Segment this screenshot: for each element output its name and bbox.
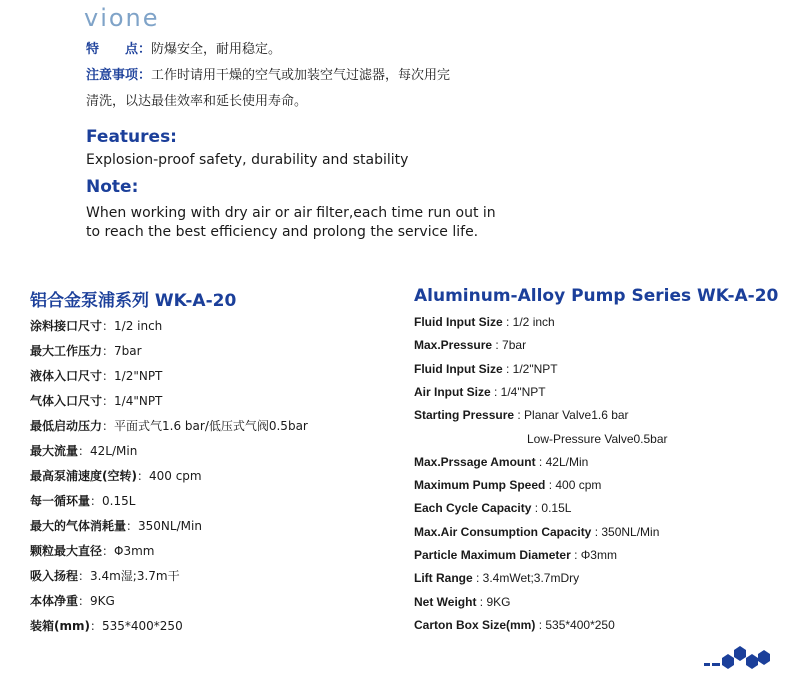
spec-value: ：42L/Min [78, 444, 138, 458]
spec-key: Fluid Input Size [414, 361, 503, 376]
spec-key: Max.Air Consumption Capacity [414, 524, 592, 539]
en-note-text-2: to reach the best efficiency and prolong the service life. [86, 224, 479, 240]
spec-value: ：535*400*250 [89, 619, 183, 633]
spec-value: : Φ3mm [570, 548, 617, 562]
cn-spec-row [30, 442, 137, 459]
spec-value: ：0.15L [90, 494, 136, 508]
cn-spec-row [30, 567, 180, 584]
spec-value: : 535*400*250 [535, 617, 615, 632]
spec-value: ：1/4"NPT [102, 394, 163, 408]
spec-value: : 1/2 inch [502, 315, 555, 329]
spec-key: 最低启动压力 [30, 419, 103, 433]
spec-value: ：1/2"NPT [102, 369, 163, 383]
cn-features-label: 特 点： [86, 42, 152, 57]
spec-key: 颗粒最大直径 [30, 544, 103, 558]
cn-spec-row [30, 467, 202, 484]
en-spec-row [414, 501, 571, 515]
corner-logo-icon [700, 640, 780, 670]
spec-value: ：3.4m湿;3.7m干 [78, 569, 180, 583]
spec-key: Starting Pressure [414, 408, 515, 423]
en-spec-row [414, 338, 526, 352]
spec-value: : Planar Valve1.6 bar [514, 408, 629, 423]
en-spec-row [414, 595, 510, 609]
en-spec-row [414, 385, 546, 399]
cn-spec-row [30, 367, 162, 384]
spec-key: 气体入口尺寸 [30, 394, 103, 408]
cn-note-text-1: 工作时请用干燥的空气或加装空气过滤器，每次用完 [151, 68, 451, 83]
cn-note-line-2 [86, 90, 307, 109]
en-note-text-1: When working with dry air or air filter,each time run out in [86, 205, 496, 221]
en-spec-row [414, 455, 588, 469]
cn-spec-row [30, 617, 183, 634]
spec-key: Each Cycle Capacity [414, 501, 532, 516]
spec-key: 最大的气体消耗量 [30, 519, 127, 533]
en-spec-row [414, 548, 617, 562]
cn-spec-row [30, 342, 142, 359]
cn-spec-row [30, 492, 135, 509]
en-note-heading: Note: [86, 177, 139, 197]
spec-value: Low-Pressure Valve0.5bar [527, 431, 668, 446]
cn-note-text-2: 清洗，以达最佳效率和延长使用寿命。 [86, 94, 308, 109]
spec-key: 最高泵浦速度(空转) [30, 469, 137, 483]
cn-features-line [86, 38, 281, 57]
en-spec-row [527, 432, 668, 446]
spec-key: 每一循环量 [30, 494, 91, 508]
spec-key: 最大工作压力 [30, 344, 103, 358]
cn-spec-row [30, 542, 154, 559]
spec-value: : 350NL/Min [591, 524, 660, 539]
spec-value: : 42L/Min [535, 454, 589, 469]
en-spec-row [414, 618, 615, 632]
spec-key: Air Input Size [414, 384, 491, 399]
spec-key: Maximum Pump Speed [414, 478, 546, 493]
spec-key: 液体入口尺寸 [30, 369, 103, 383]
cn-specs-title: 铝合金泵浦系列 WK-A-20 [30, 291, 237, 311]
spec-value: : 1/4"NPT [490, 384, 546, 399]
en-spec-row [414, 571, 579, 585]
spec-key: Lift Range [414, 571, 473, 586]
spec-value: : 1/2"NPT [502, 361, 558, 376]
cn-note-line [86, 64, 450, 83]
spec-key: Particle Maximum Diameter [414, 548, 571, 562]
spec-value: ：400 cpm [136, 469, 202, 483]
cn-features-text: 防爆安全，耐用稳定。 [151, 42, 282, 57]
spec-value: ：350NL/Min [126, 519, 202, 533]
spec-key: Max.Pressure [414, 338, 493, 353]
cn-spec-row [30, 392, 162, 409]
cn-note-label: 注意事项： [86, 68, 152, 83]
en-spec-row [414, 408, 629, 422]
cn-spec-row [30, 317, 162, 334]
spec-value: : 7bar [492, 338, 527, 353]
en-features-heading: Features: [86, 127, 177, 147]
spec-value: ：9KG [78, 594, 115, 608]
en-spec-row [414, 525, 659, 539]
spec-key: Net Weight [414, 594, 477, 609]
spec-value: ：1/2 inch [102, 319, 163, 333]
spec-key: 涂料接口尺寸 [30, 319, 103, 333]
cn-spec-row [30, 592, 115, 609]
spec-key: 装箱(mm) [30, 619, 90, 633]
spec-key: 本体净重 [30, 594, 79, 608]
spec-key: Fluid Input Size [414, 315, 503, 329]
spec-value: ：平面式气1.6 bar/低压式气阀0.5bar [102, 419, 308, 433]
en-spec-row [414, 315, 555, 329]
en-spec-row [414, 362, 558, 376]
spec-value: : 400 cpm [545, 478, 602, 493]
spec-key: 吸入扬程 [30, 569, 79, 583]
spec-value: : 0.15L [531, 501, 572, 516]
spec-value: : 3.4mWet;3.7mDry [472, 571, 580, 586]
spec-value: : 9KG [476, 594, 511, 609]
en-features-text: Explosion-proof safety, durability and stability [86, 152, 409, 168]
spec-value: ：7bar [102, 344, 142, 358]
cn-spec-row [30, 517, 202, 534]
spec-key: Carton Box Size(mm) [414, 617, 536, 632]
spec-value: ：Φ3mm [102, 544, 155, 558]
brand-logo-text: vione [84, 4, 160, 32]
spec-key: 最大流量 [30, 444, 79, 458]
cn-spec-row [30, 417, 308, 434]
en-spec-row [414, 478, 601, 492]
spec-key: Max.Prssage Amount [414, 454, 536, 469]
en-specs-title: Aluminum-Alloy Pump Series WK-A-20 [414, 286, 779, 306]
